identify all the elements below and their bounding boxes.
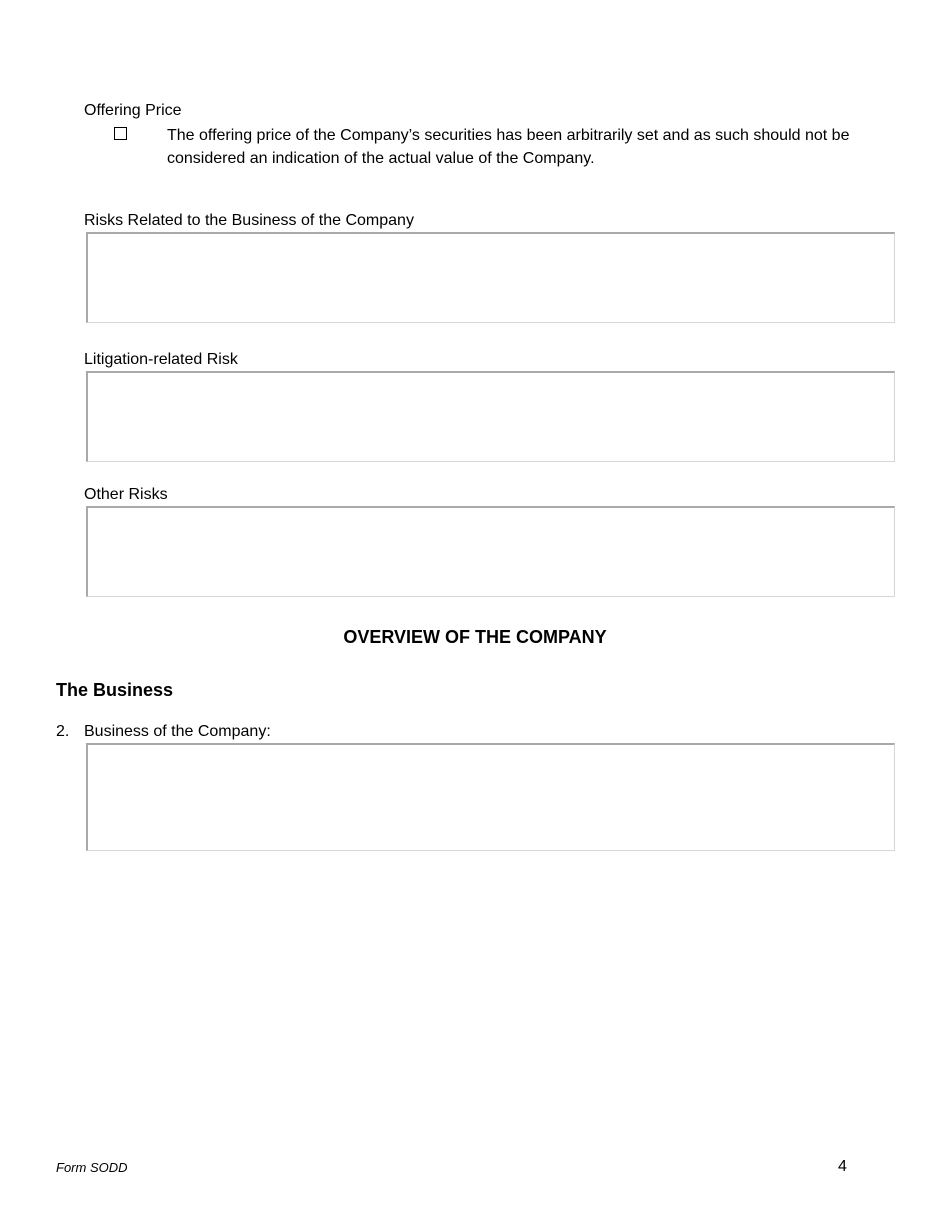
- overview-heading: OVERVIEW OF THE COMPANY: [343, 627, 607, 647]
- business-section-heading: The Business: [56, 680, 174, 700]
- offering-price-checkbox-text: The offering price of the Company’s securities has been arbitrarily set and as such should not be considered an indication of the actual value of the Company.: [167, 127, 850, 167]
- business-description-textbox[interactable]: [86, 743, 895, 851]
- other-risks-label: Other Risks: [84, 486, 168, 503]
- litigation-risk-label: Litigation-related Risk: [84, 351, 238, 368]
- other-risks-textbox[interactable]: [86, 506, 895, 597]
- business-item-label: Business of the Company:: [84, 723, 271, 740]
- business-item-number: 2.: [56, 723, 70, 740]
- offering-price-label: Offering Price: [84, 102, 182, 119]
- offering-price-checkbox[interactable]: [114, 127, 127, 140]
- risks-business-label: Risks Related to the Business of the Company: [84, 212, 414, 229]
- page-number: 4: [838, 1158, 847, 1175]
- footer-form-name: Form SODD: [56, 1160, 128, 1175]
- litigation-risk-textbox[interactable]: [86, 371, 895, 462]
- risks-business-textbox[interactable]: [86, 232, 895, 323]
